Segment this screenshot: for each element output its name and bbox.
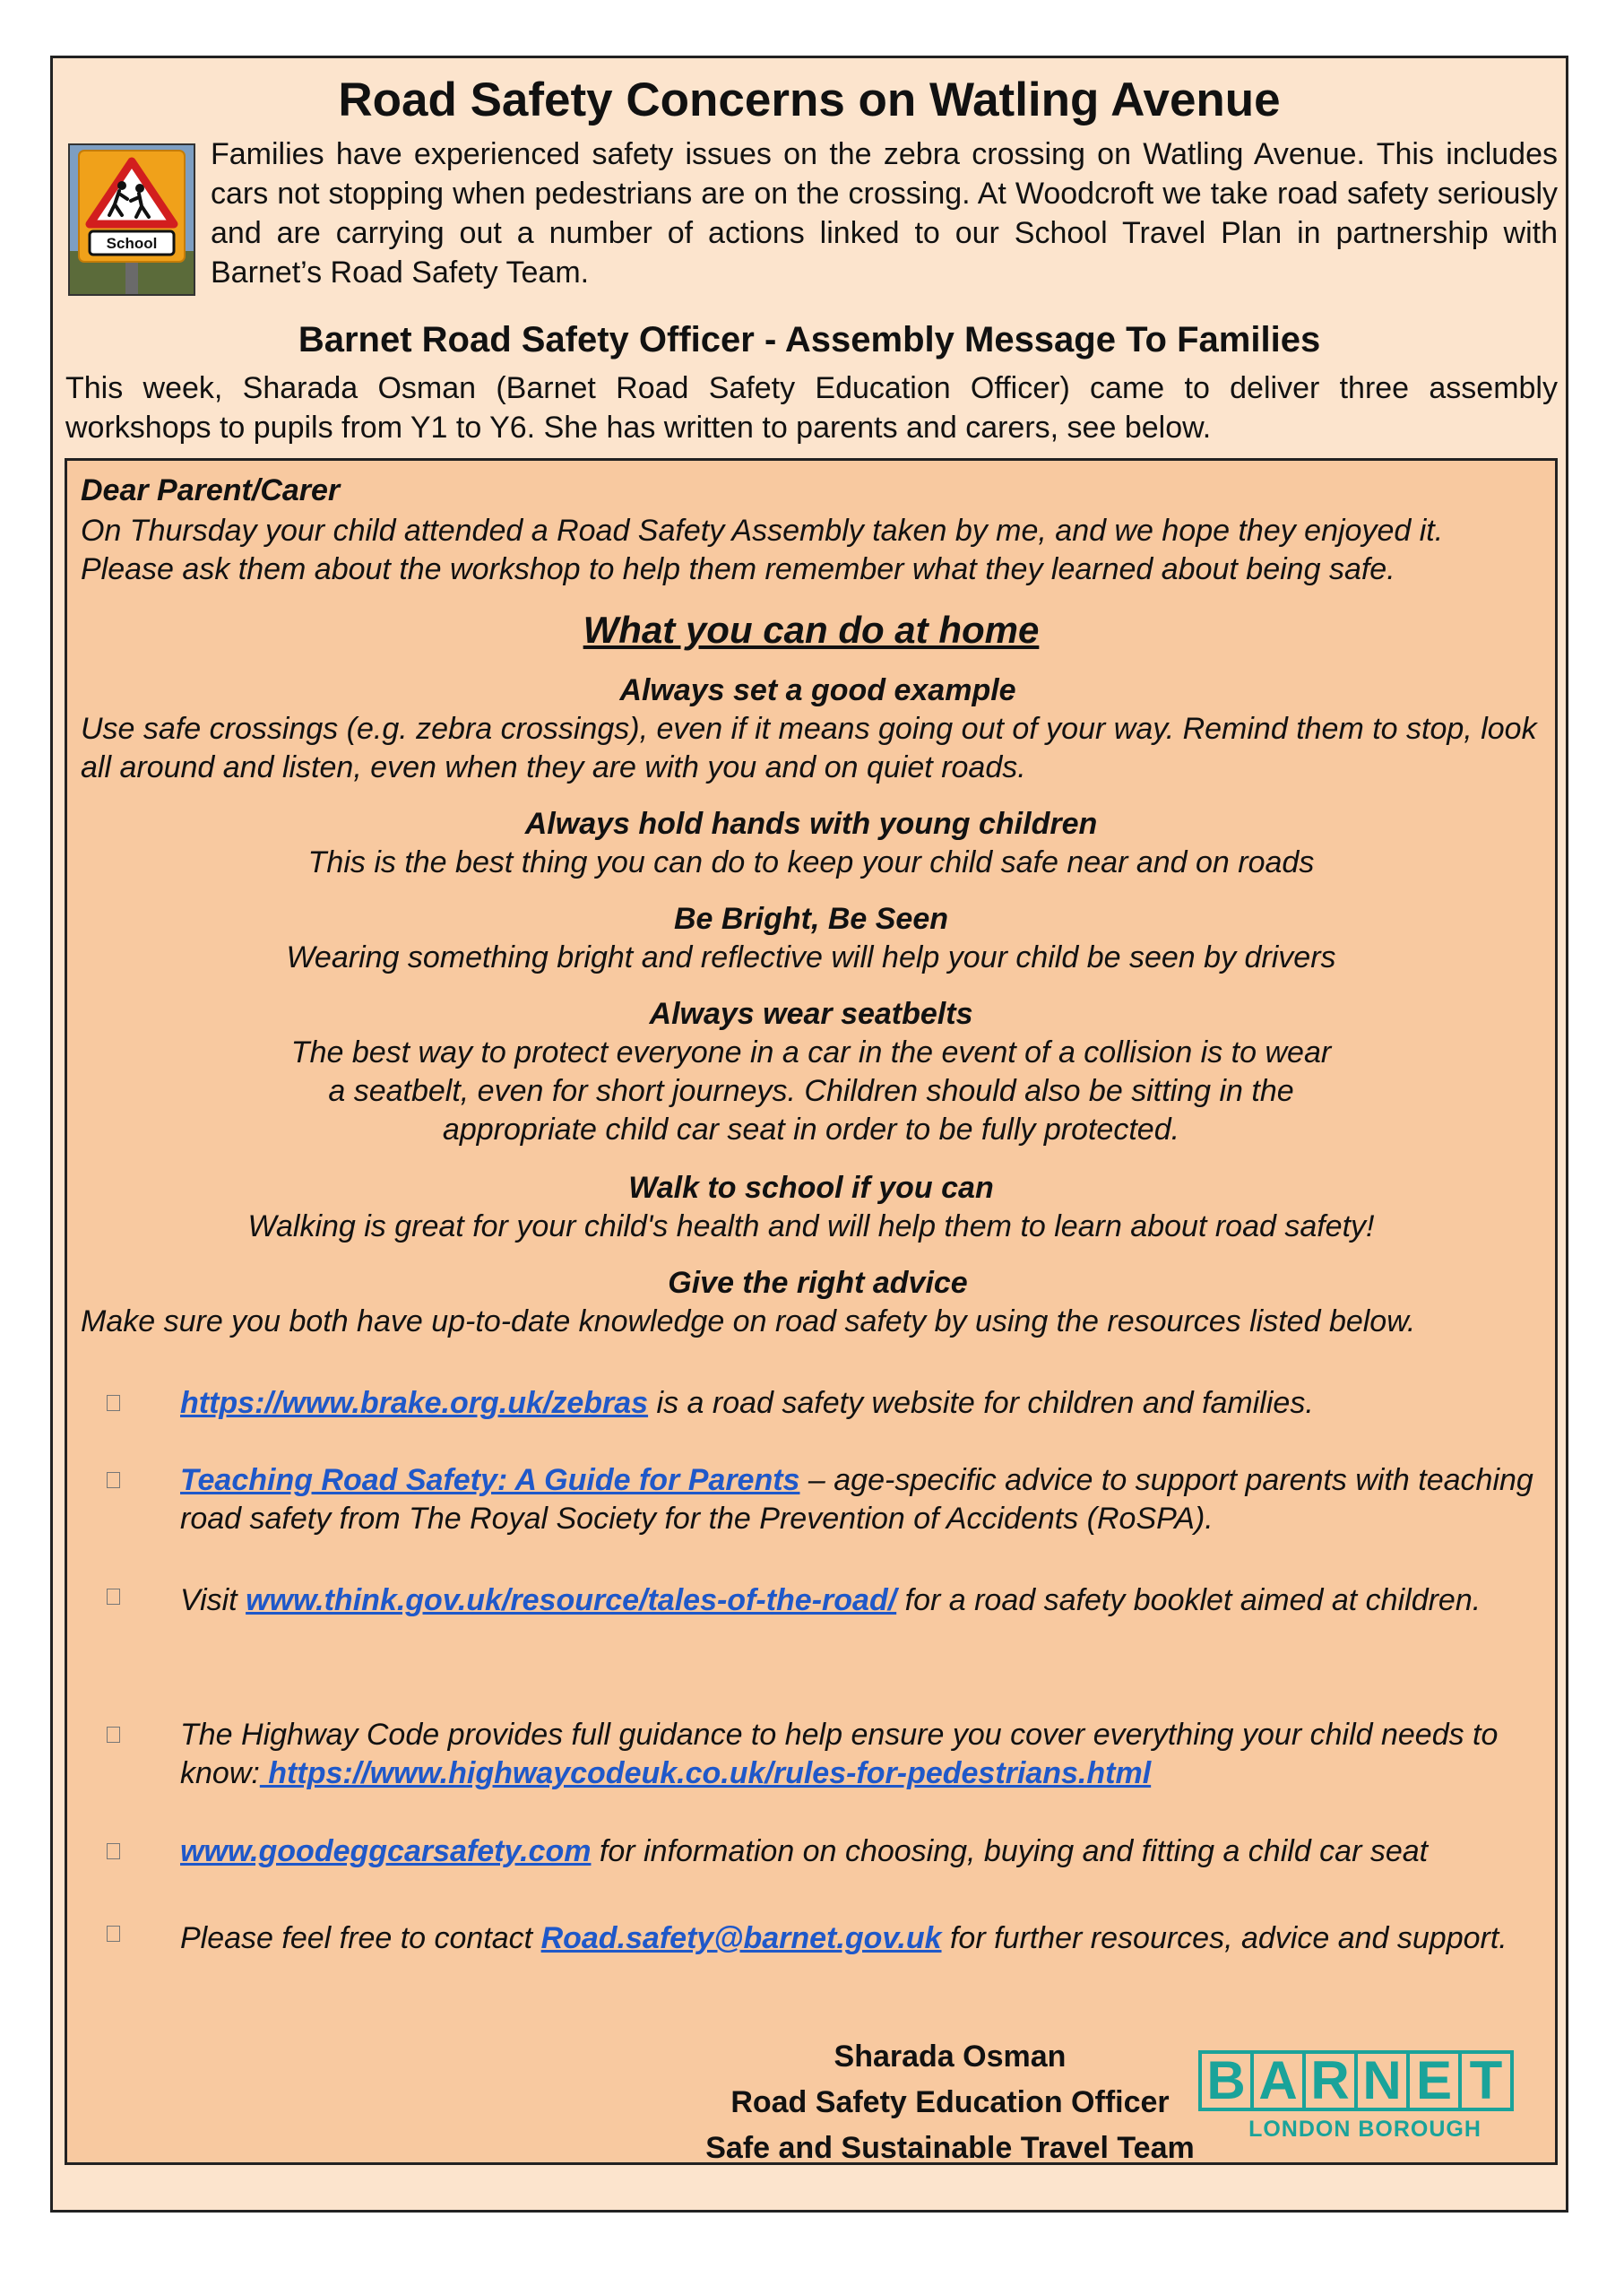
logo-subtitle: LONDON BOROUGH bbox=[1248, 2117, 1481, 2142]
resource-text bbox=[180, 1384, 1533, 1423]
resource-text bbox=[180, 1461, 1533, 1538]
tip-heading: Always wear seatbelts bbox=[649, 997, 973, 1031]
tip-seatbelts bbox=[67, 995, 1555, 1149]
school-crossing-sign-icon bbox=[70, 145, 194, 294]
rospa-guide-link[interactable]: Teaching Road Safety: A Guide for Parents bbox=[180, 1463, 800, 1497]
parent-letter-box bbox=[65, 458, 1558, 2165]
tip-good-example bbox=[67, 671, 1555, 787]
bullet-box-icon bbox=[107, 1395, 120, 1411]
tip-heading: Always set a good example bbox=[619, 673, 1016, 707]
resource-desc: for a road safety booklet aimed at children. bbox=[896, 1583, 1481, 1617]
assembly-heading: Barnet Road Safety Officer - Assembly Message To Families bbox=[298, 320, 1321, 359]
bullet-box-icon bbox=[107, 1727, 120, 1743]
resource-text bbox=[180, 1578, 1533, 1623]
signature-block bbox=[605, 2034, 1295, 2171]
tip-body: Make sure you both have up-to-date knowledge on road safety by using the resources listed below. bbox=[81, 1304, 1416, 1338]
home-tips-heading: What you can do at home bbox=[583, 609, 1040, 651]
tip-body: Use safe crossings (e.g. zebra crossings), even if it means going out of your way. Remind them to stop, look all around and listen, even when they are with you and on quiet roads. bbox=[81, 712, 1537, 784]
resource-prefix: Please feel free to contact bbox=[180, 1921, 541, 1955]
tip-heading: Walk to school if you can bbox=[628, 1171, 994, 1205]
resource-text bbox=[180, 1716, 1533, 1793]
tip-walk-to-school bbox=[67, 1169, 1555, 1246]
sign-label: School bbox=[106, 235, 158, 252]
signature-name: Sharada Osman bbox=[834, 2040, 1067, 2074]
logo-letter: N bbox=[1354, 2050, 1410, 2111]
tip-heading: Be Bright, Be Seen bbox=[673, 902, 949, 936]
resource-desc: – age-specific advice to support parents with teaching road safety from The Royal Society for the Prevention of Accidents (RoSPA). bbox=[180, 1463, 1533, 1536]
tip-body-line: a seatbelt, even for short journeys. Children should also be sitting in the bbox=[328, 1074, 1294, 1108]
barnet-logo bbox=[1198, 2050, 1532, 2143]
tip-be-seen bbox=[67, 900, 1555, 977]
tip-body: This is the best thing you can do to keep your child safe near and on roads bbox=[307, 845, 1315, 879]
bullet-box-icon bbox=[107, 1472, 120, 1488]
resource-desc: for information on choosing, buying and fitting a child car seat bbox=[591, 1834, 1429, 1868]
signature-team: Safe and Sustainable Travel Team bbox=[705, 2131, 1195, 2165]
road-safety-email-link[interactable]: Road.safety@barnet.gov.uk bbox=[540, 1921, 942, 1955]
logo-letter: R bbox=[1302, 2050, 1358, 2111]
letter-opening: On Thursday your child attended a Road Safety Assembly taken by me, and we hope they enjoyed it. Please ask them about the workshop to help them remember what they learned about being safe. bbox=[81, 514, 1444, 586]
resource-desc: is a road safety website for children and families. bbox=[648, 1386, 1314, 1420]
signature-role: Road Safety Education Officer bbox=[730, 2085, 1170, 2119]
goodegg-link[interactable]: www.goodeggcarsafety.com bbox=[180, 1834, 592, 1868]
tip-heading: Give the right advice bbox=[668, 1266, 968, 1300]
bullet-box-icon bbox=[107, 1926, 120, 1942]
tip-body: Walking is great for your child's health and will help them to learn about road safety! bbox=[247, 1209, 1375, 1243]
resource-desc: for further resources, advice and support. bbox=[941, 1921, 1507, 1955]
tip-heading: Always hold hands with young children bbox=[524, 807, 1098, 841]
logo-letter: T bbox=[1458, 2050, 1514, 2111]
newsletter-page bbox=[50, 56, 1568, 2213]
resource-text bbox=[180, 1832, 1533, 1871]
bullet-box-icon bbox=[107, 1589, 120, 1605]
logo-letter: B bbox=[1198, 2050, 1254, 2111]
logo-letter: E bbox=[1406, 2050, 1462, 2111]
resource-prefix: The Highway Code provides full guidance to help ensure you cover everything your child needs to know: bbox=[180, 1718, 1499, 1790]
intro-paragraph: Families have experienced safety issues on the zebra crossing on Watling Avenue. This includes cars not stopping when pedestrians are on the crossing. At Woodcroft we take road safety seriously and are carrying out a number of actions linked to our School Travel Plan in partnership with Barnet’s Road Safety Team. bbox=[211, 137, 1558, 290]
tip-body-line: The best way to protect everyone in a car in the event of a collision is to wear bbox=[290, 1035, 1332, 1070]
resource-text bbox=[180, 1915, 1533, 1962]
resource-prefix: Visit bbox=[180, 1583, 246, 1617]
tip-body: Wearing something bright and reflective will help your child be seen by drivers bbox=[286, 940, 1336, 974]
page-title: Road Safety Concerns on Watling Avenue bbox=[338, 74, 1281, 126]
bullet-box-icon bbox=[107, 1843, 120, 1859]
school-sign-image bbox=[68, 143, 195, 296]
brake-link[interactable]: https://www.brake.org.uk/zebras bbox=[180, 1386, 649, 1420]
barnet-logo-word bbox=[1198, 2050, 1532, 2111]
tip-body-line: appropriate child car seat in order to be fully protected. bbox=[442, 1113, 1180, 1147]
highway-code-link[interactable]: https://www.highwaycodeuk.co.uk/rules-for-pedestrians.html bbox=[259, 1756, 1152, 1790]
assembly-paragraph: This week, Sharada Osman (Barnet Road Safety Education Officer) came to deliver three assembly workshops to pupils from Y1 to Y6. She has written to parents and carers, see below. bbox=[65, 371, 1558, 445]
tip-right-advice bbox=[67, 1264, 1555, 1341]
tip-hold-hands bbox=[67, 805, 1555, 882]
think-link[interactable]: www.think.gov.uk/resource/tales-of-the-road/ bbox=[246, 1583, 897, 1617]
letter-salutation: Dear Parent/Carer bbox=[81, 473, 341, 507]
logo-letter: A bbox=[1250, 2050, 1306, 2111]
